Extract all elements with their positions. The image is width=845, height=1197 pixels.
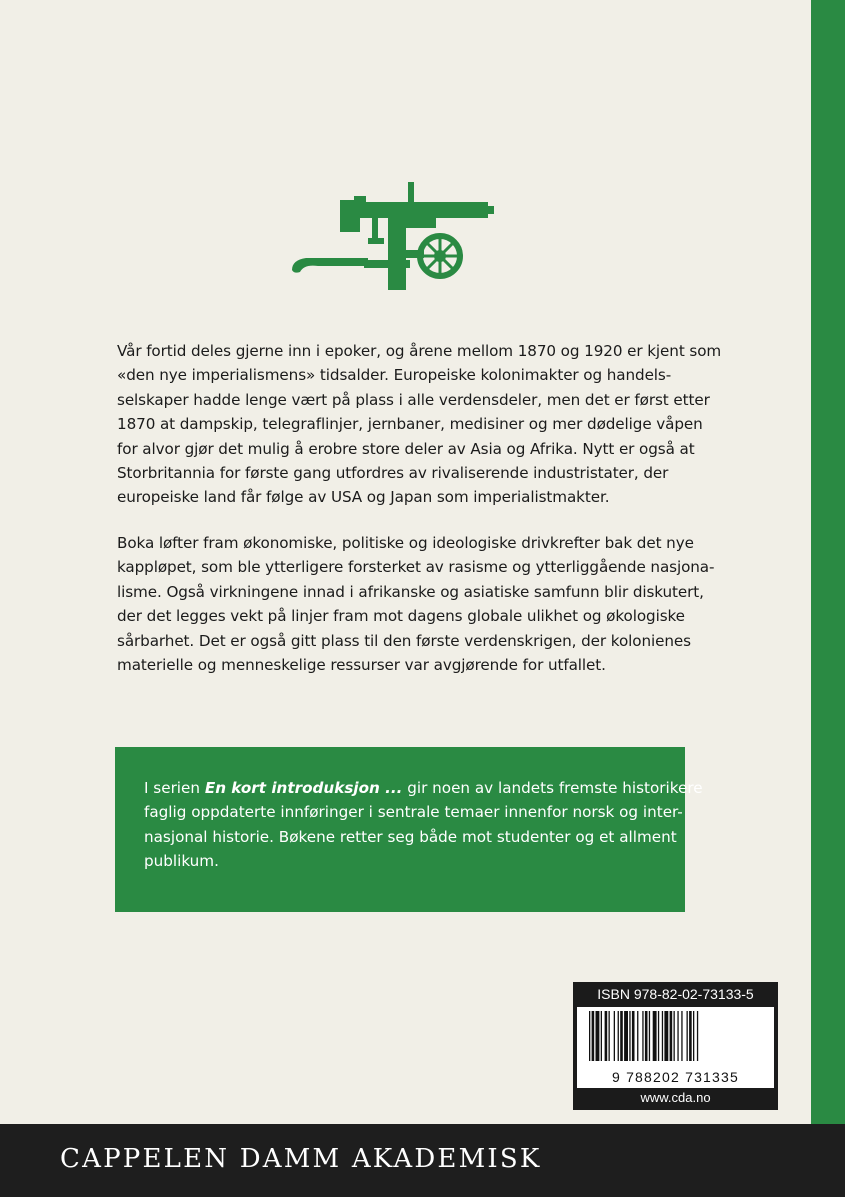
barcode-bar [689, 1011, 692, 1061]
text-line: europeiske land får følge av USA og Japan som imperialistmakter. [117, 488, 610, 507]
barcode-bar [637, 1011, 638, 1061]
barcode-bar [614, 1011, 615, 1061]
barcode-bar [681, 1011, 682, 1061]
machine-gun-icon [288, 180, 498, 295]
barcode [577, 1007, 774, 1088]
barcode-bar [693, 1011, 694, 1061]
series-line: publikum. [144, 852, 219, 871]
text-line: materielle og menneskelige ressurser var avgjørende for utfallet. [117, 656, 606, 675]
barcode-bar [653, 1011, 657, 1061]
text-line: for alvor gjør det mulig å erobre store deler av Asia og Afrika. Nytt er også at [117, 439, 695, 458]
isbn-label: ISBN 978-82-02-73133-5 [597, 986, 754, 1002]
barcode-bar [645, 1011, 648, 1061]
series-info-box [115, 747, 703, 912]
barcode-bar [658, 1011, 659, 1061]
barcode-bar [674, 1011, 675, 1061]
barcode-bar [642, 1011, 643, 1061]
barcode-bar [670, 1011, 673, 1061]
barcode-bar [609, 1011, 610, 1061]
text-line: selskaper hadde lenge vært på plass i alle verdensdeler, men det er først etter [117, 390, 710, 409]
barcode-bar [687, 1011, 688, 1061]
series-prefix: I serien [144, 779, 205, 797]
text-line: der det legges vekt på linjer fram mot dagens globale ulikhet og økologiske [117, 607, 685, 626]
text-line: kappløpet, som ble ytterligere forsterket av rasisme og ytterliggående nasjona- [117, 558, 715, 577]
barcode-bar [601, 1011, 602, 1061]
description-paragraph-1 [117, 339, 722, 510]
barcode-bar [664, 1011, 668, 1061]
series-line-1 [144, 776, 703, 800]
series-suffix: gir noen av landets fremste historikere [402, 779, 703, 797]
text-line: Boka løfter fram økonomiske, politiske og ideologiske drivkrefter bak det nye [117, 534, 694, 552]
series-name: En kort introduksjon ... [204, 779, 403, 797]
barcode-bar [589, 1011, 590, 1061]
barcode-bar [620, 1011, 623, 1061]
barcode-bar [596, 1011, 600, 1061]
publisher-name: CAPPELEN DAMM AKADEMISK [60, 1144, 542, 1174]
barcode-bar [677, 1011, 678, 1061]
text-line: Vår fortid deles gjerne inn i epoker, og årene mellom 1870 og 1920 er kjent som [117, 342, 722, 360]
barcode-bar [662, 1011, 663, 1061]
text-line: Storbritannia for første gang utfordres av rivaliserende industristater, der [117, 464, 669, 483]
barcode-bar [649, 1011, 650, 1061]
barcode-digits: 9 788202 731335 [612, 1069, 739, 1085]
text-line: «den nye imperialismens» tidsalder. Europeiske kolonimakter og handels- [117, 366, 672, 385]
barcode-bar [592, 1011, 595, 1061]
barcode-bar [632, 1011, 635, 1061]
barcode-bar [618, 1011, 619, 1061]
series-line: faglig oppdaterte innføringer i sentrale temaer innenfor norsk og inter- [144, 803, 683, 822]
series-line: nasjonal historie. Bøkene retter seg både mot studenter og et allment [144, 827, 677, 846]
publisher-website: www.cda.no [640, 1090, 711, 1105]
barcode-bar [605, 1011, 608, 1061]
publisher-footer [0, 1124, 845, 1197]
barcode-bar [697, 1011, 698, 1061]
description-paragraph-2 [117, 531, 717, 677]
text-line: lisme. Også virkningene innad i afrikanske og asiatiske samfunn blir diskutert, [117, 582, 704, 601]
barcode-bars [577, 1011, 774, 1073]
isbn-barcode-block [573, 982, 778, 1110]
text-line: 1870 at dampskip, telegraflinjer, jernbaner, medisiner og mer dødelige våpen [117, 415, 703, 434]
barcode-bar [629, 1011, 630, 1061]
barcode-bar [624, 1011, 628, 1061]
green-side-strip [811, 0, 845, 1124]
text-line: sårbarhet. Det er også gitt plass til den første verdenskrigen, der kolonienes [117, 631, 691, 650]
